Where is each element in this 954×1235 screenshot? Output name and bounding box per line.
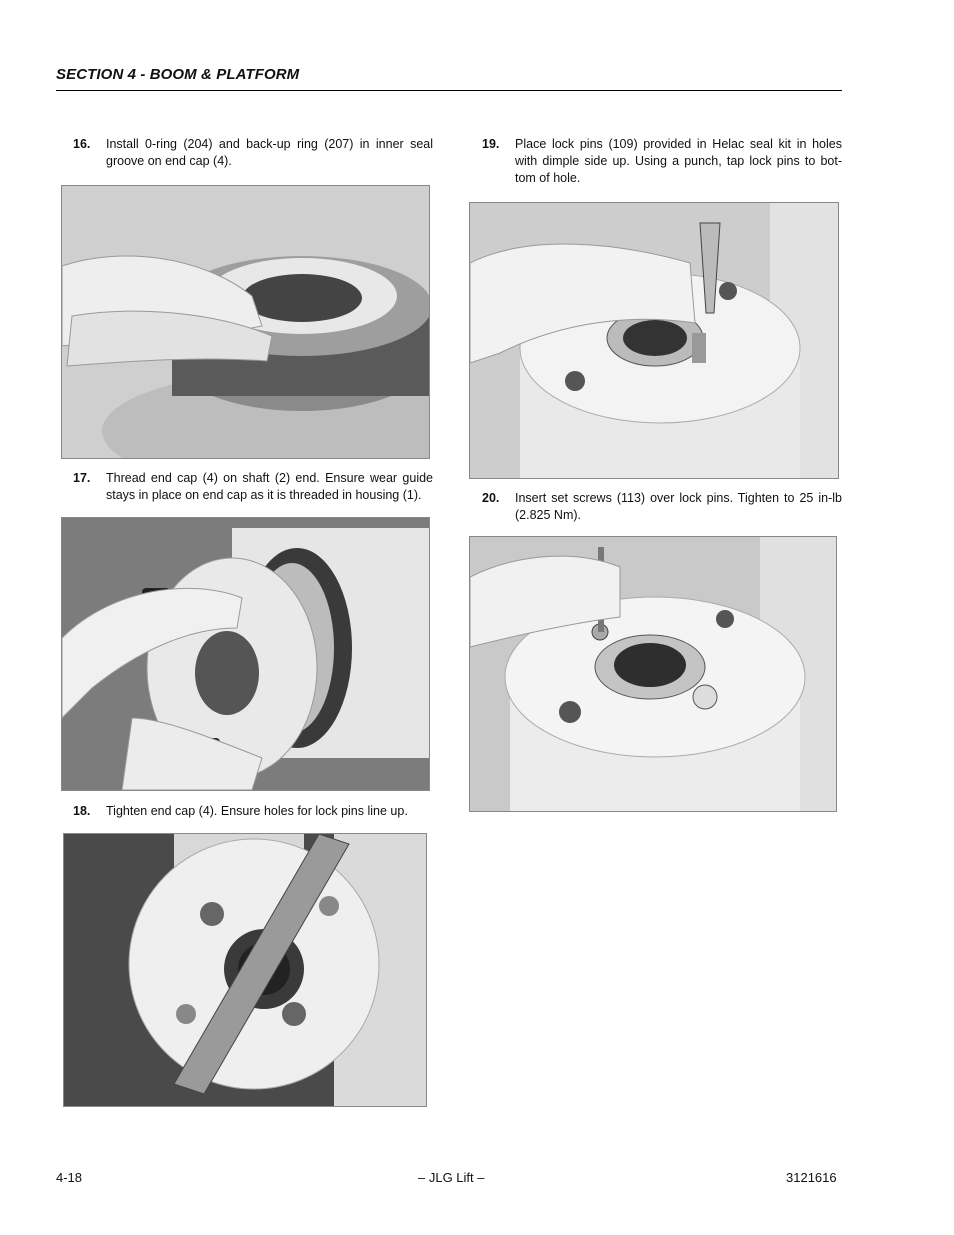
document-number: 3121616 [786, 1170, 837, 1185]
page-number: 4-18 [56, 1170, 83, 1185]
photo-insert-set-screws [469, 536, 837, 812]
step-20 [482, 490, 842, 526]
step-text: Tighten end cap (4). Ensure holes for lock pins line up. [106, 804, 408, 818]
photo-thread-end-cap [61, 517, 430, 791]
step-17 [73, 470, 433, 506]
step-number: 16. [73, 137, 91, 151]
step-18 [73, 803, 433, 821]
step-text: Insert set screws (113) over lock pins. Tighten to 25 in-lb (2.825 Nm). [515, 491, 842, 522]
step-19 [482, 136, 842, 190]
step-text: Install 0-ring (204) and back-up ring (207) in inner seal groove on end cap (4). [106, 137, 433, 168]
footer-center: – JLG Lift – [418, 1170, 485, 1185]
step-number: 18. [73, 804, 91, 818]
step-text: Thread end cap (4) on shaft (2) end. Ensure wear guide stays in place on end cap as it is threaded in housing (1). [106, 471, 433, 502]
photo-install-o-ring [61, 185, 430, 459]
step-number: 17. [73, 471, 91, 485]
step-text: Place lock pins (109) provided in Helac seal kit in holes with dimple side up. Using a punch, tap lock pins to bot-tom of hole. [515, 137, 842, 185]
section-header [56, 66, 842, 91]
step-16 [73, 136, 433, 172]
photo-place-lock-pins [469, 202, 839, 479]
section-title: SECTION 4 - BOOM & PLATFORM [56, 66, 300, 83]
step-number: 19. [482, 137, 500, 151]
photo-tighten-end-cap [63, 833, 427, 1107]
step-number: 20. [482, 491, 500, 505]
